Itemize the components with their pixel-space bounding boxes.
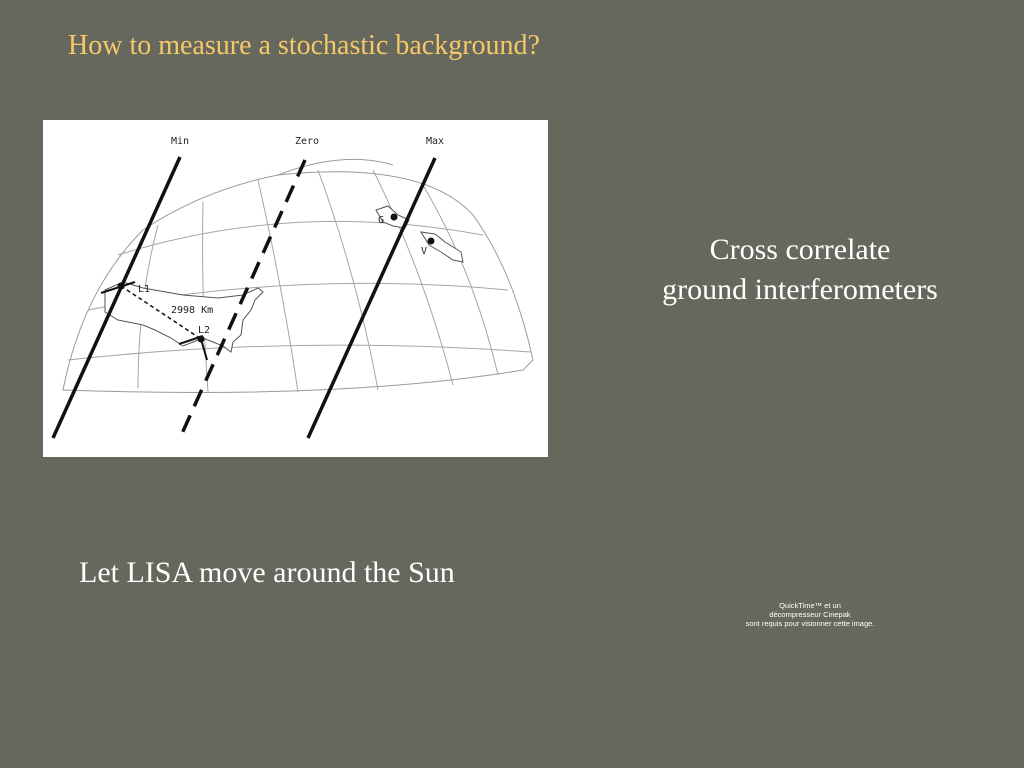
slide-title: How to measure a stochastic background? (68, 30, 540, 61)
quicktime-line2: décompresseur Cinepak (769, 610, 851, 619)
label-l1: L1 (138, 284, 151, 295)
detector-g (391, 214, 398, 221)
quicktime-line1: QuickTime™ et un (779, 601, 841, 610)
detector-v (428, 238, 435, 245)
max-line (308, 158, 435, 438)
longitude-line (373, 170, 453, 385)
latitude-line (68, 345, 531, 360)
label-distance: 2998 Km (171, 305, 214, 316)
side-text-line2: ground interferometers (662, 273, 938, 306)
label-g: G (378, 215, 385, 226)
side-text (620, 230, 980, 310)
label-l2: L2 (198, 325, 211, 336)
longitude-line (318, 170, 378, 390)
quicktime-placeholder (700, 601, 920, 628)
bottom-text: Let LISA move around the Sun (79, 556, 455, 589)
map-top-arc (278, 159, 393, 175)
map-diagram (43, 120, 548, 457)
map-figure (43, 120, 548, 457)
quicktime-line3: sont requis pour visionner cette image. (745, 619, 875, 628)
europe-blob (421, 232, 463, 262)
label-max: Max (426, 136, 445, 147)
detector-l2 (198, 336, 205, 343)
side-text-line1: Cross correlate (709, 233, 891, 266)
detector-l1 (118, 283, 125, 290)
label-v: V (421, 246, 428, 257)
label-min: Min (171, 136, 190, 147)
label-zero: Zero (295, 136, 320, 147)
